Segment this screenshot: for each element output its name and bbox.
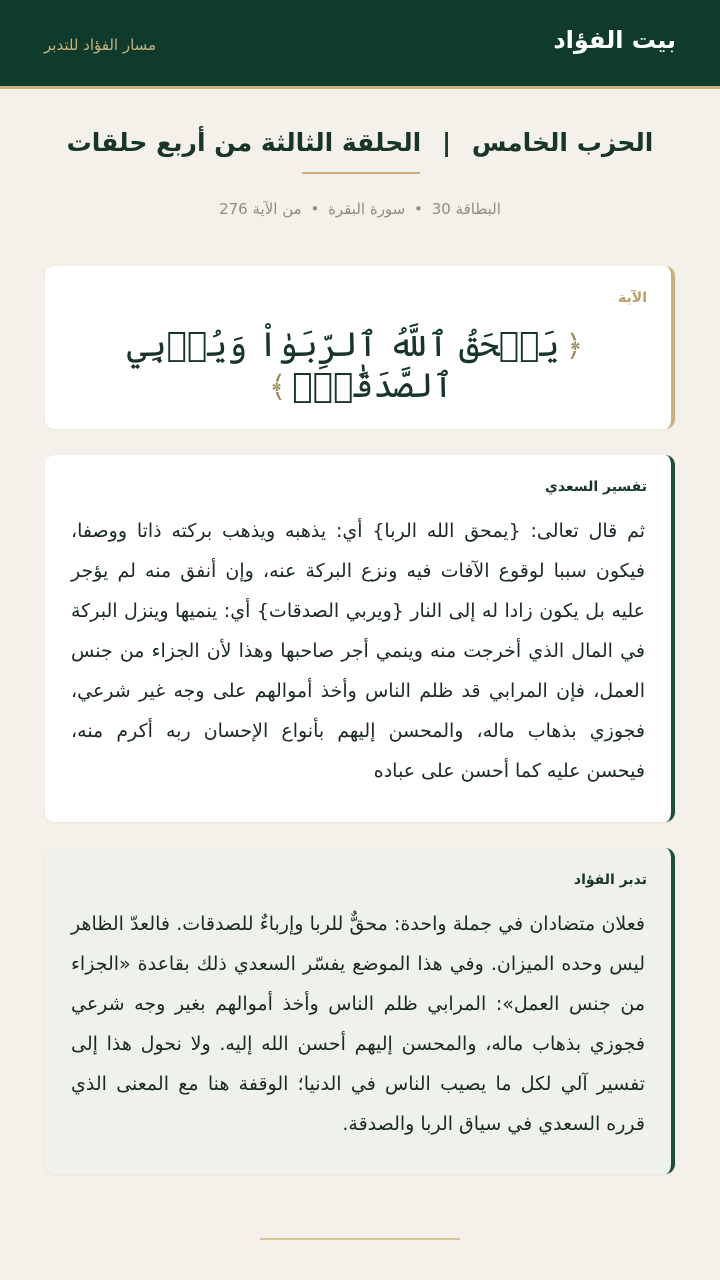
title-separator: |	[441, 128, 452, 157]
meta-dot: •	[310, 200, 320, 218]
tadabbur-text: فعلان متضادان في جملة واحدة: محقٌّ للربا وإرباءٌ للصدقات. فالعدّ الظاهر ليس وحده الميزان. وفي هذا الموضع يفسّر السعدي ذلك بقاعدة «الجزاء من جنس العمل»: المرابي ظلم الناس وأخذ أموالهم بغير وجه شرعي فجوزي بذهاب ماله، والمحسن إليهم أحسن الله إليه. ولا نحول هذا إلى تفسير آلي لكل ما يصيب الناس في الدنيا؛ الوقفة هنا مع المعنى الذي قرره السعدي في سياق الربا والصدقة.	[71, 913, 645, 1135]
verse-label: الآية	[618, 290, 647, 306]
brand-title[interactable]: بيت الفؤاد	[553, 26, 676, 54]
app-header	[0, 0, 720, 89]
from-ayah: من الآية 276	[219, 200, 302, 218]
tadabbur-card	[45, 848, 675, 1174]
part-title: الحزب الخامس	[471, 128, 654, 157]
episode-title: الحلقة الثالثة من أربع حلقات	[66, 128, 422, 157]
nav-link-tadabbur-path[interactable]: مسار الفؤاد للتدبر	[44, 36, 157, 54]
page-title	[0, 128, 720, 157]
tafsir-label: تفسير السعدي	[545, 479, 647, 495]
title-divider	[302, 172, 420, 174]
verse-card	[45, 266, 675, 429]
ornate-bracket-open: ﴿	[565, 329, 584, 364]
card-meta	[0, 200, 720, 218]
bottom-divider	[260, 1238, 460, 1240]
surah-name: سورة البقرة	[328, 200, 406, 218]
card-number: البطاقة 30	[431, 200, 501, 218]
meta-dot: •	[414, 200, 423, 218]
tafsir-text: ثم قال تعالى: {يمحق الله الربا} أي: يذهبه ويذهب بركته ذاتا ووصفا، فيكون سببا لوقوع الآفات فيه ونزع البركة عنه، وإن أنفق منه لم يؤجر عليه بل يكون زادا له إلى النار {ويربي الصدقات} أي: ينميها وينزل البركة في المال الذي أخرجت منه وينمي أجر صاحبها وهذا لأن الجزاء من جنس العمل، فإن المرابي قد ظلم الناس وأخذ أموالهم على وجه غير شرعي، فجوزي بذهاب ماله، والمحسن إليهم بأنواع الإحسان ربه أكرم منه، فيحسن عليه كما أحسن على عباده	[71, 520, 645, 782]
tadabbur-label: تدبر الفؤاد	[573, 872, 647, 888]
ornate-bracket-close: ﴾	[268, 370, 287, 405]
verse-body: يَمۡحَقُ ٱللَّهُ ٱلرِّبَوٰاْ وَيُرۡبِي ٱلصَّدَقَٰتِۗ	[126, 325, 560, 406]
tafsir-card	[45, 455, 675, 822]
verse-text	[65, 324, 651, 406]
